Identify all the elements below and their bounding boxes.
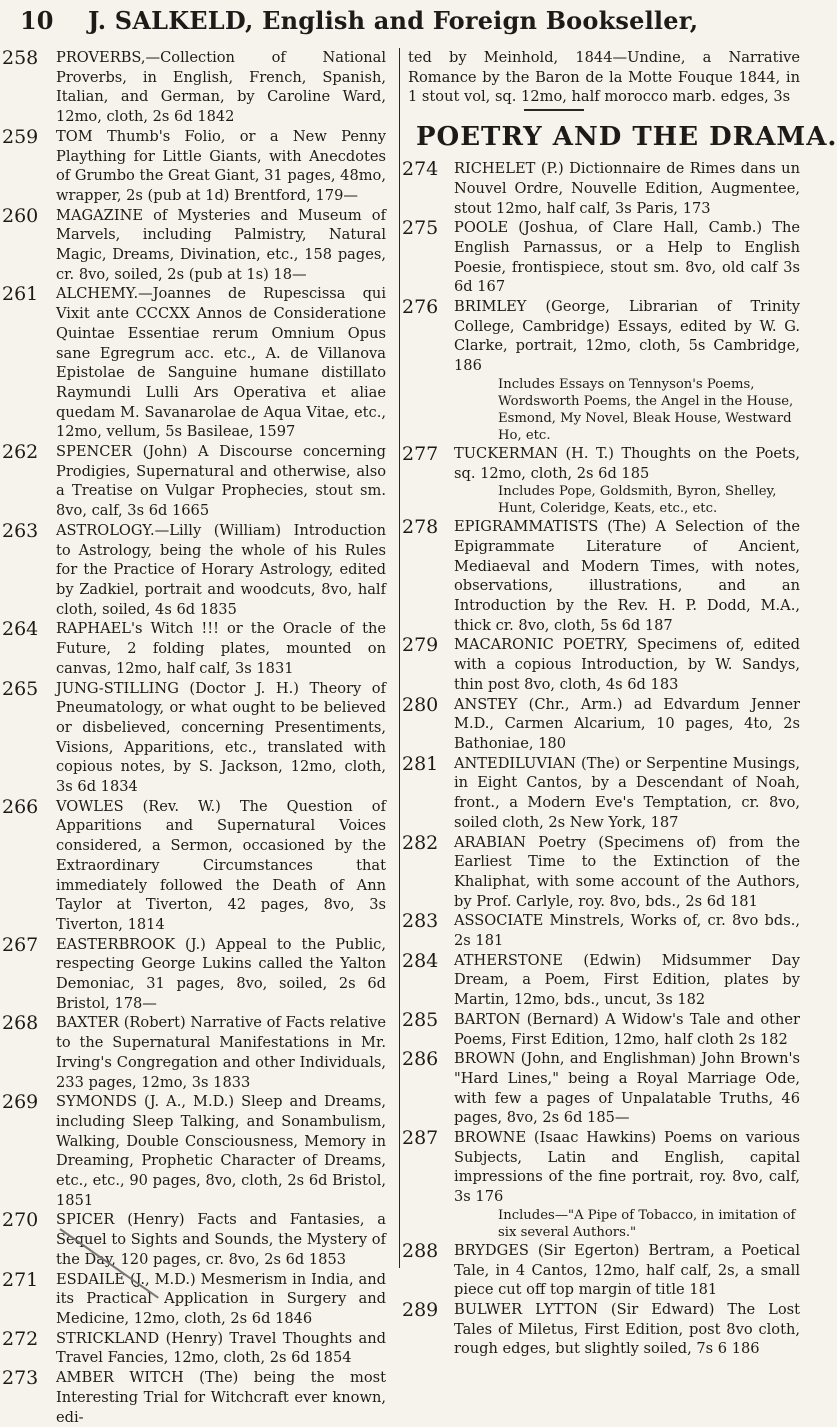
entry-number: 271 <box>2 1268 39 1291</box>
entry-text: EASTERBROOK (J.) Appeal to the Public, respecting George Lukins called the Yalton Demoniac, 31 pages, 8vo, soiled, 2s 6d Bristol, 178— <box>56 935 386 1012</box>
entry-text: PROVERBS,—Collection of National Proverbs, in English, French, Spanish, Italian, and German, by Caroline Ward, 12mo, cloth, 2s 6d 1842 <box>56 49 386 126</box>
entry-number: 263 <box>2 519 39 542</box>
entry-number: 259 <box>2 125 39 148</box>
entry-number: 272 <box>2 1327 39 1350</box>
entry-number: 270 <box>2 1209 39 1232</box>
catalogue-entry <box>0 679 394 797</box>
catalogue-entry <box>404 48 800 107</box>
entry-text: RICHELET (P.) Dictionnaire de Rimes dans un Nouvel Ordre, Nouvelle Edition, Augmentee, stout 12mo, half calf, 3s Paris, 173 <box>454 160 800 217</box>
entry-text: ATHERSTONE (Edwin) Midsummer Day Dream, a Poem, First Edition, plates by Martin, 12mo, bds., uncut, 3s 182 <box>454 951 800 1009</box>
entry-number: 268 <box>2 1012 39 1035</box>
entry-number: 288 <box>402 1239 439 1262</box>
catalogue-entry <box>0 48 394 127</box>
entry-text: ALCHEMY.—Joannes de Rupescissa qui Vixit ante CCCXX Annos de Consideratione Quintae Essentiae rerum Omnium Opus sane Egregrum acc. etc., A. de Villanova Epistolae de Sanguine humane distillato Raymundi Lulli Ars Operativa et aliae quedam M. Savanarolae de Aqua Vitae, etc., 12mo, vellum, 5s Basileae, 1597 <box>56 285 386 441</box>
entry-text: VOWLES (Rev. W.) The Question of Apparitions and Supernatural Voices considered, a Sermon, occasioned by the Extraordinary Circumstances that immediately followed the Death of Ann Taylor at Tiverton, 42 pages, 8vo, 3s Tiverton, 1814 <box>56 797 386 933</box>
section-heading: POETRY AND THE DRAMA. <box>416 122 837 153</box>
catalogue-entry <box>0 284 394 442</box>
entry-text: BARTON (Bernard) A Widow's Tale and other Poems, First Edition, 12mo, half cloth 2s 182 <box>454 1010 800 1048</box>
catalogue-entry <box>404 635 800 694</box>
entry-text: MACARONIC POETRY, Specimens of, edited with a copious Introduction, by W. Sandys, thin post 8vo, cloth, 4s 6d 183 <box>454 636 800 693</box>
catalogue-entry <box>0 206 394 285</box>
entry-text: ESDAILE (J., M.D.) Mesmerism in India, and its Practical Application in Surgery and Medicine, 12mo, cloth, 2s 6d 1846 <box>56 1270 386 1327</box>
entry-text: BROWN (John, and Englishman) John Brown's "Hard Lines," being a Royal Marriage Ode, with few a pages of Unpalatable Truths, 46 pages, 8vo, 2s 6d 185— <box>454 1050 800 1127</box>
entry-number: 286 <box>402 1048 439 1071</box>
entry-number: 285 <box>402 1008 439 1031</box>
entry-text: MAGAZINE of Mysteries and Museum of Marvels, including Palmistry, Natural Magic, Dreams, Divination, etc., 158 pages, cr. 8vo, soiled, 2s (pub at 1s) 18— <box>56 206 386 283</box>
catalogue-entry <box>404 1128 800 1207</box>
entry-number: 266 <box>2 795 39 818</box>
entry-number: 276 <box>402 296 439 319</box>
catalogue-entry <box>404 1010 800 1049</box>
catalogue-entry <box>0 619 394 678</box>
catalogue-entry <box>0 1329 394 1368</box>
catalogue-entry <box>0 1092 394 1210</box>
catalogue-entry <box>404 951 800 1010</box>
running-head: J. SALKELD, English and Foreign Bookseller, <box>88 6 699 35</box>
entry-text: BAXTER (Robert) Narrative of Facts relative to the Supernatural Manifestations in Mr. Irving's Congregation and other Individuals, 233 pages, 12mo, 3s 1833 <box>56 1014 386 1091</box>
entry-text: BRIMLEY (George, Librarian of Trinity College, Cambridge) Essays, edited by W. G. Clarke, portrait, 12mo, cloth, 5s Cambridge, 186 <box>454 298 800 375</box>
catalogue-entry <box>0 1013 394 1092</box>
catalogue-entry <box>404 1241 800 1300</box>
catalogue-entry <box>404 754 800 833</box>
catalogue-entry <box>0 1368 394 1427</box>
entry-number: 269 <box>2 1091 39 1114</box>
right-column <box>402 48 837 1358</box>
page-number: 10 <box>20 6 54 35</box>
catalogue-entry <box>0 935 394 1014</box>
entry-text: AMBER WITCH (The) being the most Interesting Trial for Witchcraft ever known, edi- <box>56 1369 386 1426</box>
section-rule <box>524 109 584 111</box>
entry-number: 280 <box>402 693 439 716</box>
entry-number: 278 <box>402 516 439 539</box>
entry-text: EPIGRAMMATISTS (The) A Selection of the Epigrammate Literature of Ancient, Mediaeval and Modern Times, with notes, observations, illustrations, and an Introduction by the Rev. H. P. Dodd, M.A., thick cr. 8vo, cloth, 5s 6d 187 <box>454 518 800 634</box>
entry-note: Includes Essays on Tennyson's Poems, Wordsworth Poems, the Angel in the House, Esmond, My Novel, Bleak House, Westward Ho, etc. <box>498 376 794 443</box>
entry-number: 274 <box>402 158 439 181</box>
catalogue-entry <box>0 1270 394 1329</box>
entry-number: 289 <box>402 1298 439 1321</box>
entry-number: 258 <box>2 47 39 69</box>
entry-text: BRYDGES (Sir Egerton) Bertram, a Poetical Tale, in 4 Cantos, 12mo, half calf, 2s, a small piece cut off top margin of title 181 <box>454 1241 800 1299</box>
catalogue-entry <box>404 218 800 297</box>
catalogue-entry <box>0 442 394 521</box>
catalogue-entry <box>404 444 800 483</box>
entry-text: ANSTEY (Chr., Arm.) ad Edvardum Jenner M.D., Carmen Alcarium, 10 pages, 4to, 2s Bathoniae, 180 <box>454 695 800 752</box>
entry-text: SPENCER (John) A Discourse concerning Prodigies, Supernatural and otherwise, also a Treatise on Vulgar Prophecies, stout sm. 8vo, calf, 3s 6d 1665 <box>56 443 386 520</box>
entry-number: 262 <box>2 441 39 464</box>
entry-number: 281 <box>402 752 439 775</box>
catalogue-entry <box>404 297 800 376</box>
catalogue-entry <box>404 517 800 635</box>
catalogue-entry <box>404 1300 800 1359</box>
catalogue-entry <box>404 1049 800 1128</box>
page-header <box>0 0 800 42</box>
catalogue-entry <box>404 911 800 950</box>
entry-note: Includes—"A Pipe of Tobacco, in imitation of six several Authors." <box>498 1207 796 1240</box>
entry-number: 273 <box>2 1367 39 1390</box>
entry-text: POOLE (Joshua, of Clare Hall, Camb.) The English Parnassus, or a Help to English Poesie, frontispiece, stout sm. 8vo, old calf 3s 6d 167 <box>454 219 800 296</box>
entry-number: 282 <box>402 831 439 854</box>
entry-note: Includes Pope, Goldsmith, Byron, Shelley, Hunt, Coleridge, Keats, etc., etc. <box>498 484 777 517</box>
entry-text: ASTROLOGY.—Lilly (William) Introduction to Astrology, being the whole of his Rules for the Practice of Horary Astrology, edited by Zadkiel, portrait and woodcuts, 8vo, half cloth, soiled, 4s 6d 1835 <box>56 521 386 618</box>
entry-text: ARABIAN Poetry (Specimens of) from the Earliest Time to the Extinction of the Khaliphat, with some account of the Authors, by Prof. Carlyle, roy. 8vo, bds., 2s 6d 181 <box>454 833 800 910</box>
entry-text: TOM Thumb's Folio, or a New Penny Plaything for Little Giants, with Anecdotes of Grumbo the Great Giant, 31 pages, 48mo, wrapper, 2s (pub at 1d) Brentford, 179— <box>56 127 386 204</box>
entry-number: 261 <box>2 283 39 306</box>
entry-number: 283 <box>402 910 439 933</box>
entry-number: 279 <box>402 634 439 657</box>
catalogue-entry <box>0 797 394 935</box>
entry-text: STRICKLAND (Henry) Travel Thoughts and Travel Fancies, 12mo, cloth, 2s 6d 1854 <box>56 1329 386 1367</box>
right-entry-list <box>404 159 800 1359</box>
catalogue-entry <box>404 695 800 754</box>
entry-text: BULWER LYTTON (Sir Edward) The Lost Tales of Miletus, First Edition, post 8vo cloth, rough edges, but slightly soiled, 7s 6 186 <box>454 1300 800 1358</box>
entry-text: ASSOCIATE Minstrels, Works of, cr. 8vo bds., 2s 181 <box>454 912 800 950</box>
entry-number: 275 <box>402 217 439 240</box>
catalogue-entry <box>0 521 394 620</box>
entry-number: 284 <box>402 949 439 972</box>
entry-text: BROWNE (Isaac Hawkins) Poems on various Subjects, Latin and English, capital impressions of the fine portrait, roy. 8vo, calf, 3s 176 <box>454 1129 800 1206</box>
entry-number: 260 <box>2 204 39 227</box>
entry-number: 277 <box>402 442 439 465</box>
entry-text: RAPHAEL's Witch !!! or the Oracle of the Future, 2 folding plates, mounted on canvas, 12mo, half calf, 3s 1831 <box>56 620 386 677</box>
entry-number: 264 <box>2 618 39 641</box>
entry-text: JUNG-STILLING (Doctor J. H.) Theory of Pneumatology, or what ought to be believed or disbelieved, concerning Presentiments, Visions, Apparitions, etc., translated with copious notes, by S. Jackson, 12mo, cloth, 3s 6d 1834 <box>56 679 386 796</box>
entry-number: 287 <box>402 1127 439 1150</box>
entry-number: 265 <box>2 677 39 700</box>
entry-text: SPICER (Henry) Facts and Fantasies, a Sequel to Sights and Sounds, the Mystery of the Day, 120 pages, cr. 8vo, 2s 6d 1853 <box>56 1211 386 1268</box>
catalogue-entry <box>0 1210 394 1269</box>
entry-number: 267 <box>2 933 39 956</box>
catalogue-entry <box>0 127 394 206</box>
catalogue-entry <box>404 159 800 218</box>
entry-text: TUCKERMAN (H. T.) Thoughts on the Poets, sq. 12mo, cloth, 2s 6d 185 <box>454 444 800 482</box>
entry-text: ANTEDILUVIAN (The) or Serpentine Musings, in Eight Cantos, by a Descendant of Noah, front., a Modern Eve's Temptation, cr. 8vo, soiled cloth, 2s New York, 187 <box>454 754 800 831</box>
entry-text: SYMONDS (J. A., M.D.) Sleep and Dreams, including Sleep Talking, and Sonambulism, Walking, Double Consciousness, Memory in Dreaming, Prophetic Character of Dreams, etc., etc., 90 pages, 8vo, cloth, 2s 6d Bristol, 1851 <box>56 1093 386 1209</box>
left-column <box>0 47 394 1426</box>
entry-text: ted by Meinhold, 1844—Undine, a Narrative Romance by the Baron de la Motte Fouque 1844, in 1 stout vol, sq. 12mo, half morocco marb. edges, 3s <box>408 49 800 106</box>
catalogue-entry <box>404 833 800 912</box>
